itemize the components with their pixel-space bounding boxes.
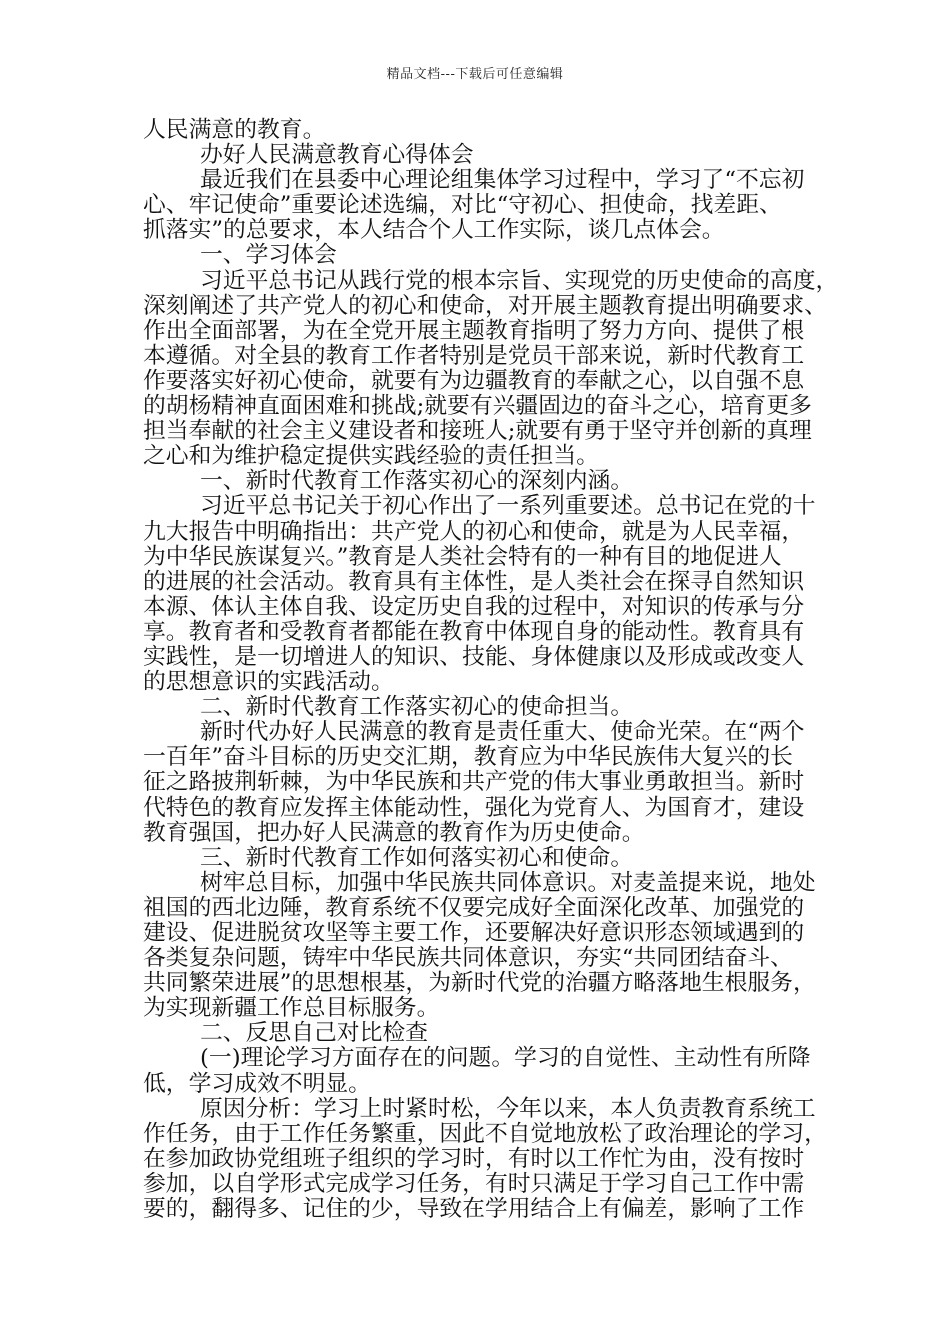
text-line: 办好人民满意教育心得体会 [200, 142, 474, 169]
text-line: 共同繁荣进展”的思想根基，为新时代党的治疆方略落地生根服务， [143, 970, 816, 997]
text-line: 习近平总书记关于初心作出了一系列重要述。总书记在党的十 [200, 493, 816, 520]
text-line: 的进展的社会活动。教育具有主体性，是人类社会在探寻自然知识 [143, 568, 805, 595]
text-line: 代特色的教育应发挥主体能动性，强化为党育人、为国育才，建设 [143, 794, 805, 821]
text-line: 九大报告中明确指出：共产党人的初心和使命，就是为人民幸福， [143, 518, 805, 545]
text-line: 的思想意识的实践活动。 [143, 669, 394, 696]
text-line: 作任务，由于工作任务繁重，因此不自觉地放松了政治理论的学习， [143, 1120, 827, 1147]
text-line: 一百年”奋斗目标的历史交汇期，教育应为中华民族伟大复兴的长 [143, 744, 793, 771]
text-line: 三、新时代教育工作如何落实初心和使命。 [200, 844, 634, 871]
text-line: 人民满意的教育。 [143, 117, 326, 143]
text-line: 各类复杂问题，铸牢中华民族共同体意识，夯实“共同团结奋斗、 [143, 945, 793, 972]
text-line: 担当奉献的社会主义建设者和接班人;就要有勇于坚守并创新的真理 [143, 418, 812, 445]
text-line: 低，学习成效不明显。 [143, 1070, 371, 1097]
text-line: 一、学习体会 [200, 242, 337, 269]
text-line: 要的，翻得多、记住的少，导致在学用结合上有偏差，影响了工作 [143, 1196, 805, 1223]
text-line: 深刻阐述了共产党人的初心和使命，对开展主题教育提出明确要求、 [143, 292, 827, 319]
text-line: 享。教育者和受教育者都能在教育中体现自身的能动性。教育具有 [143, 618, 805, 645]
text-line: 一、新时代教育工作落实初心的深刻内涵。 [200, 468, 634, 495]
text-line: 教育强国，把办好人民满意的教育作为历史使命。 [143, 819, 645, 846]
text-line: 二、新时代教育工作落实初心的使命担当。 [200, 694, 634, 721]
text-line: 作要落实好初心使命，就要有为边疆教育的奉献之心，以自强不息 [143, 367, 805, 394]
page-header: 精品文档---下载后可任意编辑 [386, 67, 564, 82]
text-line: 心、牢记使命”重要论述选编，对比“守初心、担使命，找差距、 [143, 192, 782, 219]
text-line: 为实现新疆工作总目标服务。 [143, 995, 440, 1022]
text-line: 原因分析：学习上时紧时松，今年以来，本人负责教育系统工 [200, 1095, 816, 1122]
document-body [143, 117, 839, 1223]
text-line: 为中华民族谋复兴。”教育是人类社会特有的一种有目的地促进人 [143, 543, 782, 570]
text-line: 之心和为维护稳定提供实践经验的责任担当。 [143, 443, 599, 470]
text-line: 征之路披荆斩棘，为中华民族和共产党的伟大事业勇敢担当。新时 [143, 769, 805, 796]
text-line: 祖国的西北边陲，教育系统不仅要完成好全面深化改革、加强党的 [143, 894, 805, 921]
text-line: 建设、促进脱贫攻坚等主要工作，还要解决好意识形态领域遇到的 [143, 920, 805, 946]
text-line: 参加，以自学形式完成学习任务，有时只满足于学习自己工作中需 [143, 1170, 805, 1197]
text-line: 最近我们在县委中心理论组集体学习过程中，学习了“不忘初 [200, 167, 805, 194]
text-line: 习近平总书记从践行党的根本宗旨、实现党的历史使命的高度， [200, 267, 839, 294]
text-line: 实践性，是一切增进人的知识、技能、身体健康以及形成或改变人 [143, 643, 805, 670]
text-line: 树牢总目标，加强中华民族共同体意识。对麦盖提来说，地处 [200, 869, 816, 896]
text-line: 二、反思自己对比检查 [200, 1020, 428, 1047]
text-line: 在参加政协党组班子组织的学习时，有时以工作忙为由，没有按时 [143, 1145, 805, 1172]
text-line: 作出全面部署，为在全党开展主题教育指明了努力方向、提供了根 [143, 317, 805, 344]
text-line: 抓落实”的总要求，本人结合个人工作实际，谈几点体会。 [143, 217, 725, 244]
text-line: (一)理论学习方面存在的问题。学习的自觉性、主动性有所降 [200, 1045, 811, 1072]
text-line: 本遵循。对全县的教育工作者特别是党员干部来说，新时代教育工 [143, 342, 805, 369]
text-line: 新时代办好人民满意的教育是责任重大、使命光荣。在“两个 [200, 719, 805, 746]
text-line: 的胡杨精神直面困难和挑战;就要有兴疆固边的奋斗之心，培育更多 [143, 393, 812, 420]
text-line: 本源、体认主体自我、设定历史自我的过程中，对知识的传承与分 [143, 593, 805, 620]
